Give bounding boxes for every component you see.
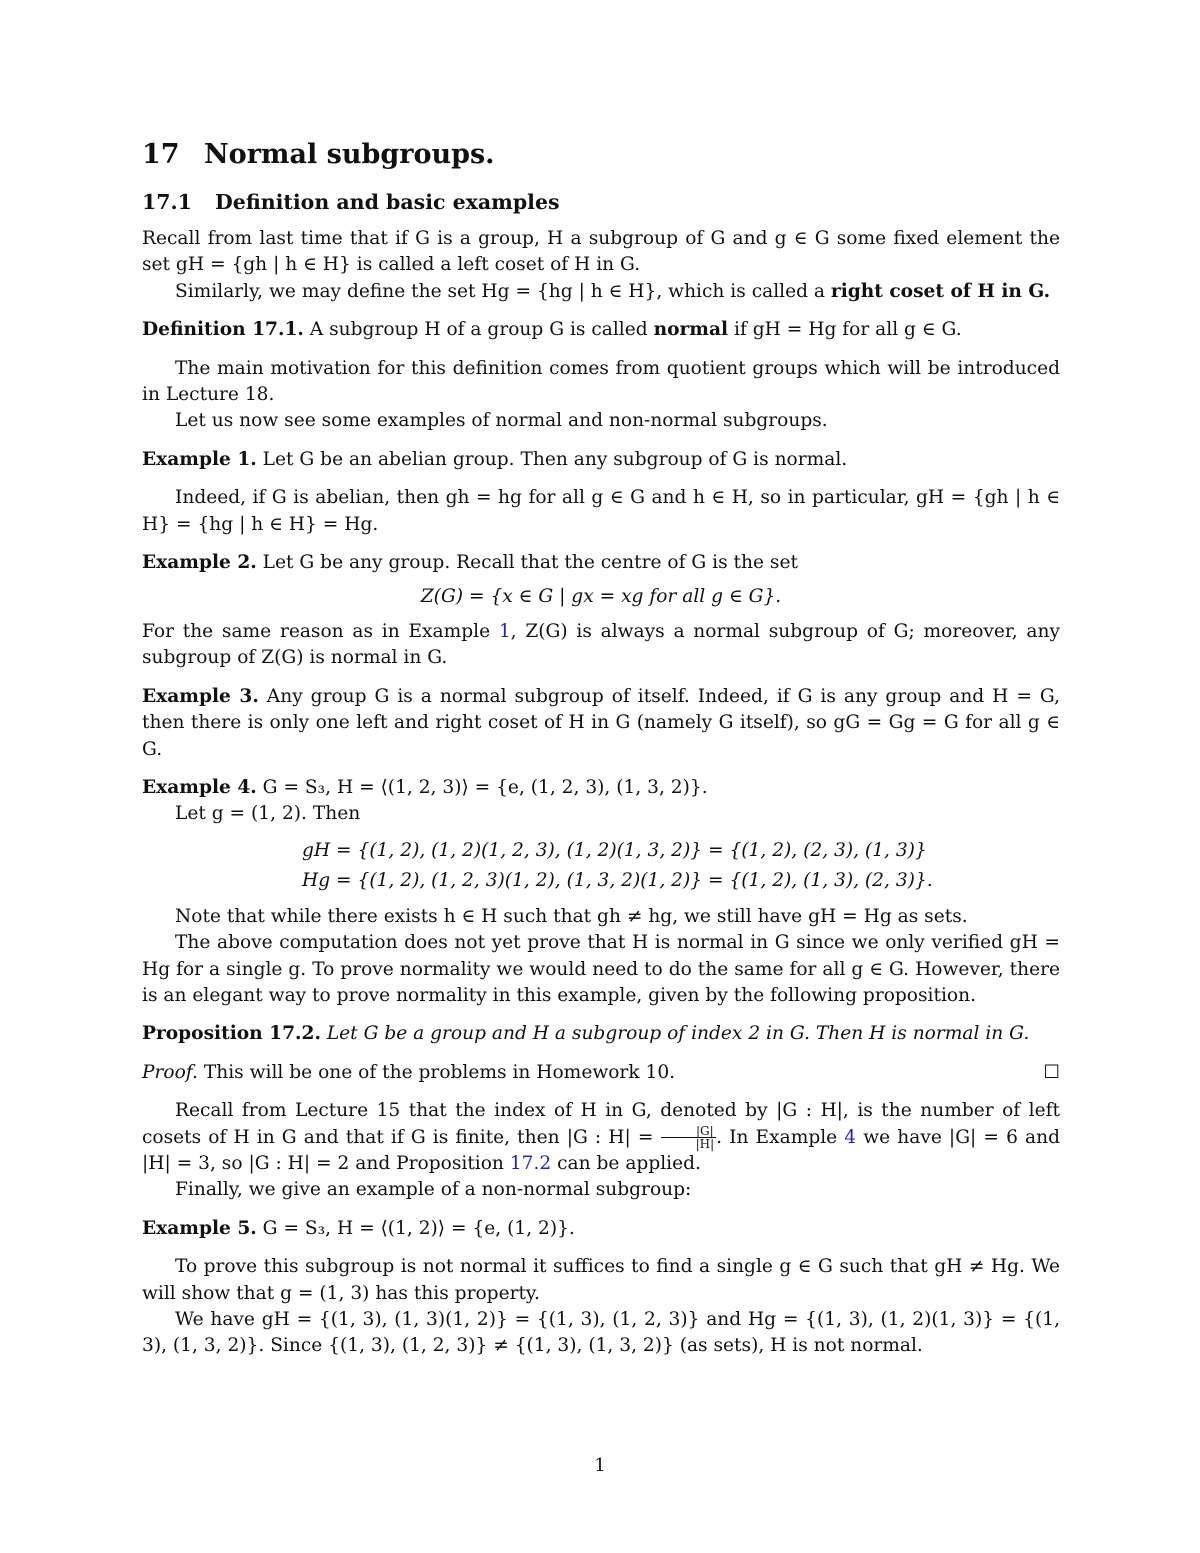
example-1-label: Example 1. bbox=[142, 448, 257, 470]
example-2-label: Example 2. bbox=[142, 552, 257, 574]
example-4-equations bbox=[302, 836, 1060, 896]
paragraph-index: Recall from Lecture 15 that the index of H in G, denoted by |G : H|, is the number of left cosets of H in G and that if G is finite, then |G : H| = $\frac{|G|}{|H|}$ . In Example 4 we have |G| = 6 and |H| = 3, so |G : H| = 2 and Proposition 17.2 can be applied. bbox=[142, 1100, 1060, 1174]
example-4-label: Example 4. bbox=[142, 776, 257, 798]
example-4: Example 4. G = S₃, H = ⟨(1, 2, 3)⟩ = {e, (1, 2, 3), (1, 3, 2)}. bbox=[142, 776, 708, 798]
paragraph-let-us: Let us now see some examples of normal and non-normal subgroups. bbox=[175, 410, 828, 432]
example-3-label: Example 3. bbox=[142, 685, 259, 707]
page-number: 1 bbox=[594, 1455, 606, 1476]
proof-label: Proof. bbox=[142, 1061, 198, 1083]
example-1-body: Indeed, if G is abelian, then gh = hg for all g ∈ G and h ∈ H, so in particular, gH = {gh | h ∈ H} = {hg | h ∈ H} = Hg. bbox=[142, 487, 1060, 535]
term-right-coset: right coset of H in G. bbox=[830, 280, 1051, 302]
example-4-let: Let g = (1, 2). Then bbox=[175, 803, 361, 825]
section-heading bbox=[142, 138, 1060, 172]
subsection-heading bbox=[142, 188, 1060, 216]
example-5: Example 5. G = S₃, H = ⟨(1, 2)⟩ = {e, (1, 2)}. bbox=[142, 1217, 575, 1239]
paragraph-motivation: The main motivation for this definition comes from quotient groups which will be introduced in Lecture 18. bbox=[142, 357, 1060, 406]
ref-example-1-link[interactable]: 1 bbox=[498, 620, 511, 642]
document-page bbox=[142, 138, 1060, 1360]
paragraph-recall-left-coset: Recall from last time that if G is a group, H a subgroup of G and g ∈ G some fixed element the set gH = {gh | h ∈ H} is called a left coset of H in G. bbox=[142, 228, 1060, 276]
example-1: Example 1. Let G be an abelian group. Then any subgroup of G is normal. bbox=[142, 448, 848, 470]
fraction-order-ratio: $\frac{|G|}{|H|}$ bbox=[661, 1125, 717, 1150]
paragraph-finally: Finally, we give an example of a non-normal subgroup: bbox=[175, 1179, 692, 1201]
example-5-body-2: We have gH = {(1, 3), (1, 3)(1, 2)} = {(1, 3), (1, 2, 3)} and Hg = {(1, 3), (1, 2)(1, 3)} = {(1, 3), (1, 3, 2)}. Since {(1, 3), (1, 2, 3)} ≠ {(1, 3), (1, 3, 2)} (as sets), H is not normal. bbox=[142, 1309, 1060, 1357]
example-2: Example 2. Let G be any group. Recall that the centre of G is the set bbox=[142, 552, 798, 574]
centre-definition-equation: Z(G) = {x ∈ G | gx = xg for all g ∈ G}. bbox=[420, 586, 782, 608]
equation-gH: gH = {(1, 2), (1, 2)(1, 2, 3), (1, 2)(1, 3, 2)} = {(1, 2), (2, 3), (1, 3)} bbox=[302, 839, 927, 861]
definition-label: Definition 17.1. bbox=[142, 319, 304, 341]
subsection-number: 17.1 bbox=[142, 190, 192, 214]
ref-proposition-17-2-link[interactable]: 17.2 bbox=[509, 1152, 552, 1174]
subsection-title: Definition and basic examples bbox=[215, 190, 560, 214]
ref-example-4-link[interactable]: 4 bbox=[844, 1126, 857, 1148]
term-normal: normal bbox=[653, 319, 729, 341]
proof: Proof. This will be one of the problems in Homework 10. ☐ bbox=[142, 1060, 1060, 1086]
proposition-17-2: Proposition 17.2. Let G be a group and H a subgroup of index 2 in G. Then H is normal in G. bbox=[142, 1023, 1030, 1045]
example-4-above: The above computation does not yet prove that H is normal in G since we only verified gH = Hg for a single g. To prove normality we would need to do the same for all g ∈ G. However, there is an elegant way to prove normality in this example, given by the following proposition. bbox=[142, 932, 1060, 1006]
example-4-note: Note that while there exists h ∈ H such that gh ≠ hg, we still have gH = Hg as sets. bbox=[175, 905, 968, 927]
equation-Hg: Hg = {(1, 2), (1, 2, 3)(1, 2), (1, 3, 2)(1, 2)} = {(1, 2), (1, 3), (2, 3)}. bbox=[302, 869, 933, 891]
example-3: Example 3. Any group G is a normal subgroup of itself. Indeed, if G is any group and H = G, then there is only one left and right coset of H in G (namely G itself), so gG = Gg = G for all g ∈ G. bbox=[142, 685, 1060, 760]
qed-square-icon: ☐ bbox=[1043, 1061, 1060, 1083]
example-5-body-1: To prove this subgroup is not normal it suffices to find a single g ∈ G such that gH ≠ Hg. We will show that g = (1, 3) has this property. bbox=[142, 1256, 1060, 1304]
definition-17-1: Definition 17.1. A subgroup H of a group G is called normal if gH = Hg for all g ∈ G. bbox=[142, 319, 962, 341]
example-2-body: For the same reason as in Example 1, Z(G) is always a normal subgroup of G; moreover, any subgroup of Z(G) is normal in G. bbox=[142, 620, 1060, 669]
example-5-label: Example 5. bbox=[142, 1217, 257, 1239]
paragraph-right-coset: Similarly, we may define the set Hg = {hg | h ∈ H}, which is called a right coset of H in G. bbox=[175, 280, 1051, 302]
section-title: Normal subgroups. bbox=[204, 139, 495, 170]
section-number: 17 bbox=[142, 139, 180, 170]
proposition-label: Proposition 17.2. bbox=[142, 1023, 321, 1045]
